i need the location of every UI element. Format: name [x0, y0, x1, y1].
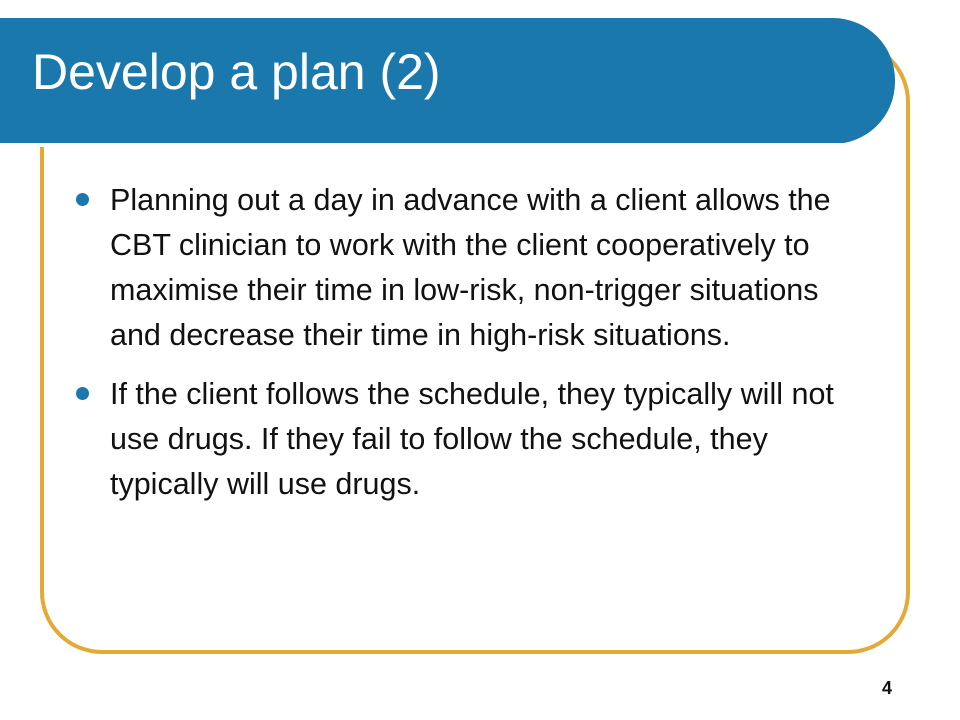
bullet-text-planning: Planning out a day in advance with a client allows the CBT clinician to work with the client cooperatively to maximise their time in low-risk, non-trigger situations and decrease their time in high-risk situations.: [110, 183, 831, 352]
bullet-item-planning: [76, 178, 866, 358]
bullet-dot-icon: [76, 193, 89, 206]
bullet-dot-icon: [76, 387, 89, 400]
bullet-text-schedule: If the client follows the schedule, they typically will not use drugs. If they fail to follow the schedule, they typically will use drugs.: [110, 377, 834, 501]
bullet-list: [76, 178, 866, 521]
bullet-item-schedule: [76, 372, 866, 507]
page-number: 4: [882, 678, 893, 698]
title-underline: [0, 143, 848, 147]
slide-title: Develop a plan (2): [32, 44, 441, 100]
